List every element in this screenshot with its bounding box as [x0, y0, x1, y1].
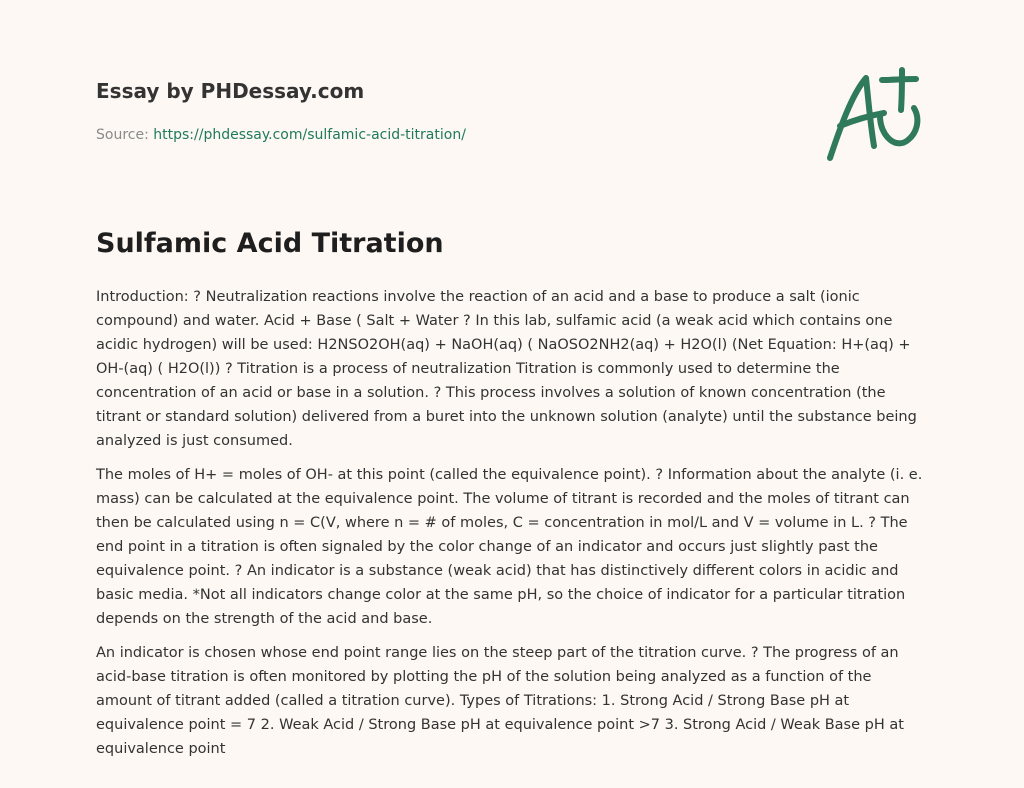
source-line	[96, 126, 796, 144]
source-link[interactable]: https://phdessay.com/sulfamic-acid-titration/	[153, 127, 466, 143]
article-paragraph: The moles of H+ = moles of OH- at this point (called the equivalence point). ? Information about the analyte (i. e. mass) can be calculated at the equivalence point. The volume of titrant is recorded and the moles of titrant can then be calculated using n = C(V, where n = # of moles, C = concentration in mol/L and V = volume in L. ? The end point in a titration is often signaled by the color change of an indicator and occurs just slightly past the equivalence point. ? An indicator is a substance (weak acid) that has distinctively different colors in acidic and basic media. *Not all indicators change color at the same pH, so the choice of indicator for a particular titration depends on the strength of the acid and base.	[96, 467, 923, 627]
page-title: Sulfamic Acid Titration	[96, 228, 444, 259]
source-label: Source:	[96, 127, 154, 143]
page-header	[96, 78, 796, 144]
article-body	[96, 285, 928, 771]
site-title: Essay by PHDessay.com	[96, 79, 365, 103]
a-plus-grade-icon	[822, 66, 928, 166]
article-paragraph: An indicator is chosen whose end point range lies on the steep part of the titration curve. ? The progress of an acid-base titration is often monitored by plotting the pH of the solution being analyzed as a function of the amount of titrant added (called a titration curve). Types of Titrations: 1. Strong Acid / Strong Base pH at equivalence point = 7 2. Weak Acid / Strong Base pH at equivalence point >7 3. Strong Acid / Weak Base pH at equivalence point	[96, 645, 904, 757]
article-paragraph: Introduction: ? Neutralization reactions involve the reaction of an acid and a base to produce a salt (ionic compound) and water. Acid + Base ( Salt + Water ? In this lab, sulfamic acid (a weak acid which contains one acidic hydrogen) will be used: H2NSO2OH(aq) + NaOH(aq) ( NaOSO2NH2(aq) + H2O(l) (Net Equation: H+(aq) + OH-(aq) ( H2O(l)) ? Titration is a process of neutralization Titration is commonly used to determine the concentration of an acid or base in a solution. ? This process involves a solution of known concentration (the titrant or standard solution) delivered from a buret into the unknown solution (analyte) until the substance being analyzed is just consumed.	[96, 289, 917, 449]
